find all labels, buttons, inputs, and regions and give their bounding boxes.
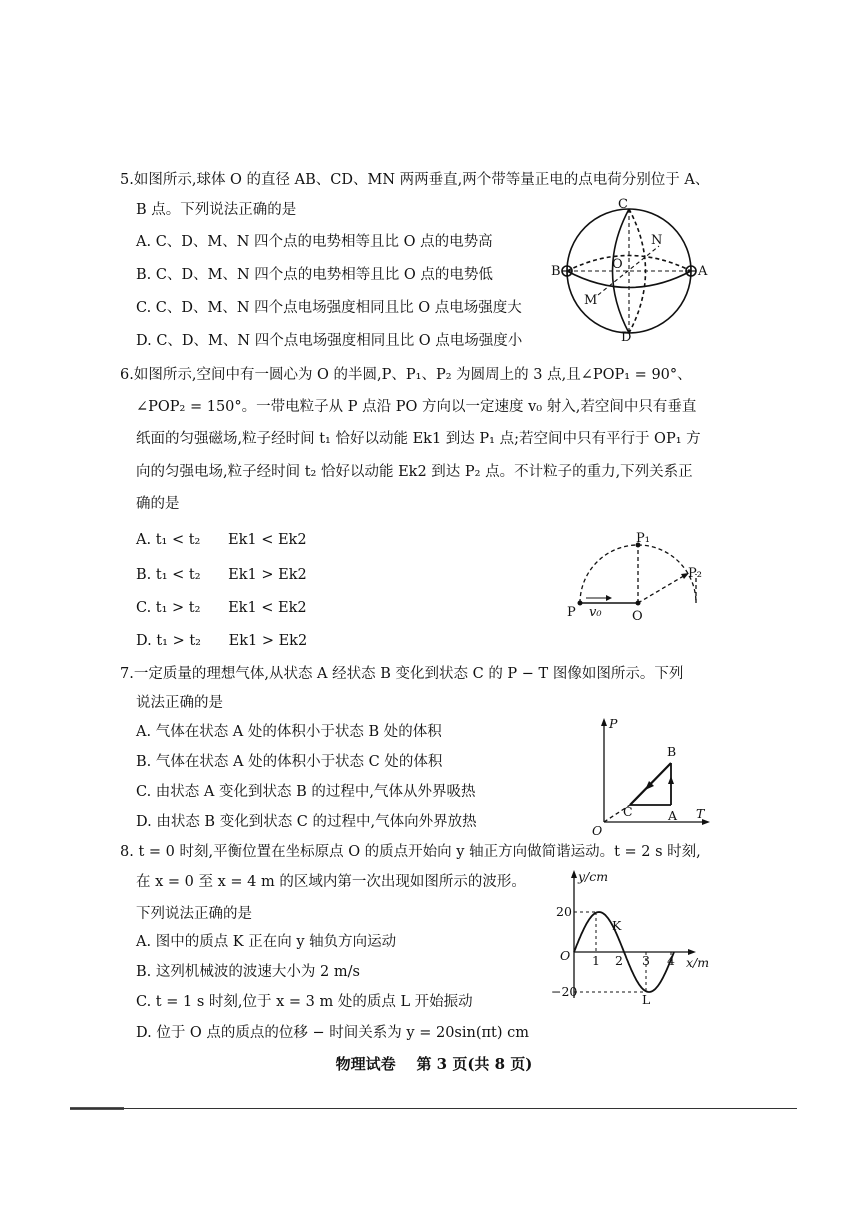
q6-stem-line4: 向的匀强电场,粒子经时间 t₂ 恰好以动能 Ek2 到达 P₂ 点。不计粒子的重力,下列关系正 bbox=[136, 464, 693, 480]
q8-wave-graph bbox=[550, 868, 720, 1010]
q6-label-p: P bbox=[567, 605, 576, 620]
q8-option-d: D. 位于 O 点的质点的位移 − 时间关系为 y = 20sin(πt) cm bbox=[136, 1025, 529, 1041]
q6-label-o: O bbox=[632, 609, 643, 624]
q7-option-a: A. 气体在状态 A 处的体积小于状态 B 处的体积 bbox=[136, 724, 442, 740]
q7-option-b: B. 气体在状态 A 处的体积小于状态 C 处的体积 bbox=[136, 754, 443, 770]
q7-stem-line2: 说法正确的是 bbox=[136, 695, 223, 711]
q7-label-a: A bbox=[668, 808, 678, 823]
q6-stem-line1: 6.如图所示,空间中有一圆心为 O 的半圆,P、P₁、P₂ 为圆周上的 3 点,且∠POP₁ = 90°、 bbox=[120, 367, 692, 383]
q8-label-o: O bbox=[560, 948, 571, 963]
q7-label-b: B bbox=[667, 744, 677, 759]
q6-label-p2: P₂ bbox=[688, 566, 702, 581]
q5-label-b: B bbox=[551, 264, 561, 279]
q6-option-d: D. t₁ > t₂ Ek1 > Ek2 bbox=[136, 633, 308, 649]
q8-tick-4: 4 bbox=[667, 953, 675, 968]
q6-label-v0: v₀ bbox=[589, 605, 602, 620]
q5-label-m: M bbox=[584, 293, 598, 308]
q5-option-b: B. C、D、M、N 四个点的电势相等且比 O 点的电势低 bbox=[136, 267, 493, 283]
q5-stem-line2: B 点。下列说法正确的是 bbox=[136, 202, 297, 218]
q8-option-c: C. t = 1 s 时刻,位于 x = 3 m 处的质点 L 开始振动 bbox=[136, 994, 473, 1010]
q7-option-d: D. 由状态 B 变化到状态 C 的过程中,气体向外界放热 bbox=[136, 814, 477, 830]
q8-tick-3: 3 bbox=[642, 953, 650, 968]
q6-stem-line2: ∠POP₂ = 150°。一带电粒子从 P 点沿 PO 方向以一定速度 v₀ 射入,若空间中只有垂直 bbox=[136, 399, 697, 415]
q8-stem-line1: 8. t = 0 时刻,平衡位置在坐标原点 O 的质点开始向 y 轴正方向做简谐运动。t = 2 s 时刻, bbox=[120, 844, 701, 860]
q7-label-o: O bbox=[592, 823, 603, 838]
q8-stem-line2: 在 x = 0 至 x = 4 m 的区域内第一次出现如图所示的波形。 bbox=[136, 874, 526, 890]
q6-option-c: C. t₁ > t₂ Ek1 < Ek2 bbox=[136, 600, 307, 616]
q8-option-a: A. 图中的质点 K 正在向 y 轴负方向运动 bbox=[136, 934, 397, 950]
q5-stem-line1: 5.如图所示,球体 O 的直径 AB、CD、MN 两两垂直,两个带等量正电的点电荷分别位于 A、 bbox=[120, 172, 710, 188]
q6-label-p1: P₁ bbox=[636, 531, 650, 546]
q7-axis-t: T bbox=[696, 806, 705, 821]
q6-option-a: A. t₁ < t₂ Ek1 < Ek2 bbox=[136, 532, 307, 548]
q7-axis-p: P bbox=[609, 716, 618, 731]
q5-sphere-figure bbox=[548, 198, 710, 344]
q5-label-c: C bbox=[618, 198, 628, 212]
q8-tick-neg20: −20 bbox=[551, 984, 578, 999]
q8-tick-1: 1 bbox=[592, 953, 600, 968]
q5-option-c: C. C、D、M、N 四个点电场强度相同且比 O 点电场强度大 bbox=[136, 300, 522, 316]
q5-label-n: N bbox=[651, 233, 663, 248]
q7-label-c: C bbox=[623, 804, 633, 819]
q5-option-a: A. C、D、M、N 四个点的电势相等且比 O 点的电势高 bbox=[136, 234, 493, 250]
q6-stem-line5: 确的是 bbox=[136, 496, 180, 512]
q8-axis-y: y/cm bbox=[578, 869, 609, 884]
q8-tick-2: 2 bbox=[615, 953, 623, 968]
q6-option-b: B. t₁ < t₂ Ek1 > Ek2 bbox=[136, 567, 307, 583]
q5-label-o: O bbox=[612, 257, 623, 272]
page-footer: 物理试卷 第 3 页(共 8 页) bbox=[335, 1055, 533, 1073]
q6-stem-line3: 纸面的匀强磁场,粒子经时间 t₁ 恰好以动能 Ek1 到达 P₁ 点;若空间中只有平行于 OP₁ 方 bbox=[136, 431, 701, 447]
q6-semicircle-figure bbox=[566, 528, 716, 628]
q5-label-d: D bbox=[621, 330, 632, 344]
q8-label-l: L bbox=[642, 992, 651, 1007]
q5-label-a: A bbox=[698, 264, 708, 279]
q8-axis-x: x/m bbox=[686, 955, 710, 970]
q8-stem-line3: 下列说法正确的是 bbox=[136, 906, 252, 922]
q7-stem-line1: 7.一定质量的理想气体,从状态 A 经状态 B 变化到状态 C 的 P − T 图像如图所示。下列 bbox=[120, 666, 684, 682]
q5-option-d: D. C、D、M、N 四个点电场强度相同且比 O 点电场强度小 bbox=[136, 333, 523, 349]
q8-option-b: B. 这列机械波的波速大小为 2 m/s bbox=[136, 964, 360, 980]
q7-option-c: C. 由状态 A 变化到状态 B 的过程中,气体从外界吸热 bbox=[136, 784, 476, 800]
footer-rule bbox=[70, 1108, 797, 1109]
q8-label-k: K bbox=[612, 918, 622, 933]
q8-tick-20: 20 bbox=[556, 904, 572, 919]
q7-pt-graph bbox=[590, 716, 712, 838]
